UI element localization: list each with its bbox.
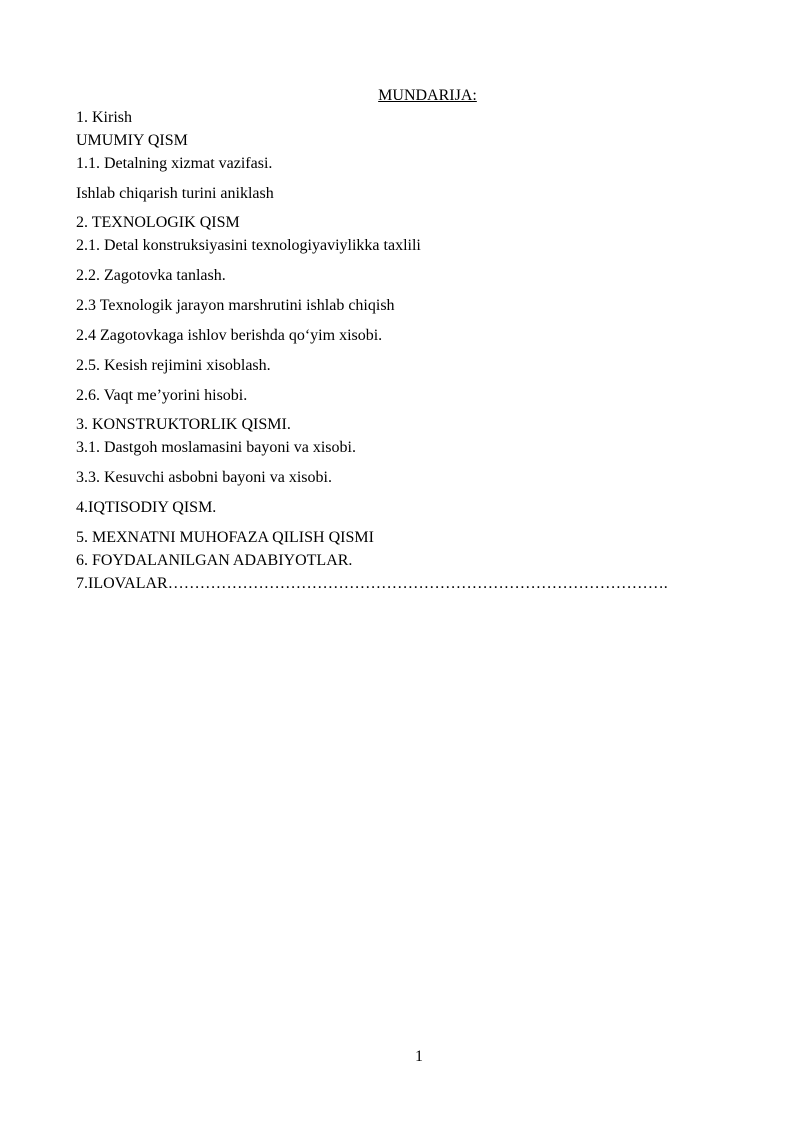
toc-entry-texnologik-qism: 2. TEXNOLOGIK QISM: [76, 214, 240, 231]
toc-entry-iqtisodiy-qism: 4.IQTISODIY QISM.: [76, 499, 217, 516]
document-title: MUNDARIJA:: [378, 87, 477, 104]
toc-entry-adabiyotlar: 6. FOYDALANILGAN ADABIYOTLAR.: [76, 552, 353, 569]
toc-entry-umumiy-qism: UMUMIY QISM: [76, 132, 188, 149]
toc-entry-3-3: 3.3. Kesuvchi asbobni bayoni va xisobi.: [76, 469, 332, 486]
page-number: 1: [415, 1048, 423, 1065]
toc-entry-ishlab-chiqarish: Ishlab chiqarish turini aniklash: [76, 185, 274, 202]
toc-entry-2-4: 2.4 Zagotovkaga ishlov berishda qo‘yim xisobi.: [76, 327, 383, 344]
toc-entry-3-1: 3.1. Dastgoh moslamasini bayoni va xisobi.: [76, 439, 356, 456]
toc-entry-2-2: 2.2. Zagotovka tanlash.: [76, 267, 226, 284]
toc-entry-konstruktorlik-qismi: 3. KONSTRUKTORLIK QISMI.: [76, 416, 291, 433]
toc-entry-kirish: 1. Kirish: [76, 109, 132, 126]
toc-entry-2-5: 2.5. Kesish rejimini xisoblash.: [76, 357, 271, 374]
toc-entry-2-1: 2.1. Detal konstruksiyasini texnologiyaviylikka taxlili: [76, 237, 421, 254]
toc-entry-1-1: 1.1. Detalning xizmat vazifasi.: [76, 155, 273, 172]
toc-entry-mexnatni-muhofaza: 5. MEXNATNI MUHOFAZA QILISH QISMI: [76, 529, 374, 546]
toc-entry-ilovalar: 7.ILOVALAR………………………………………………………………………………….: [76, 575, 668, 592]
toc-entry-2-6: 2.6. Vaqt me’yorini hisobi.: [76, 387, 248, 404]
toc-entry-2-3: 2.3 Texnologik jarayon marshrutini ishlab chiqish: [76, 297, 395, 314]
